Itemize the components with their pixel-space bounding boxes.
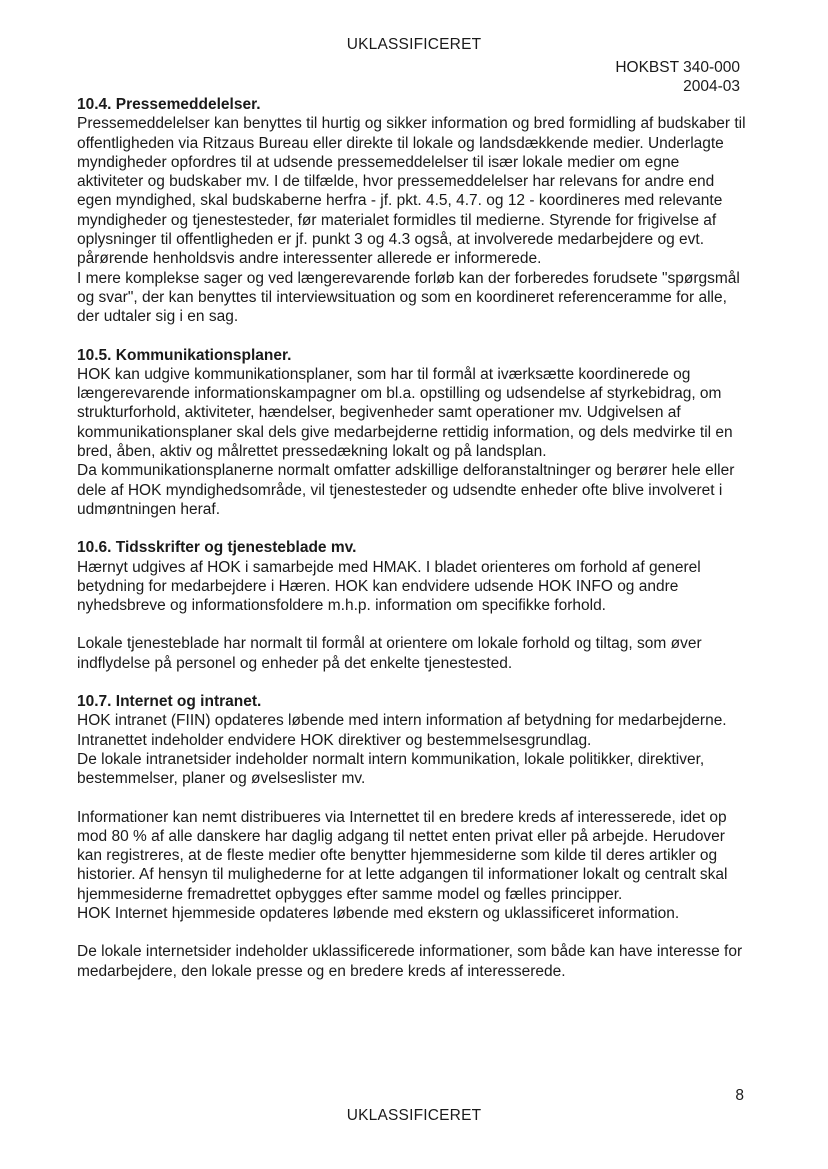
paragraph: HOK Internet hjemmeside opdateres løbende med ekstern og uklassificeret information.: [77, 904, 680, 922]
section-kommunikationsplaner: [77, 346, 747, 520]
classification-header: UKLASSIFICERET: [346, 36, 482, 53]
paragraph: De lokale intranetsider indeholder normalt intern kommunikation, lokale politikker, direktiver, bestemmelser, planer og øvelseslister mv.: [77, 750, 705, 788]
paragraph: HOK intranet (FIIN) opdateres løbende med intern information af betydning for medarbejderne. Intranettet indeholder endvidere HOK direktiver og bestemmelsesgrundlag.: [77, 712, 727, 749]
paragraph: Da kommunikationsplanerne normalt omfatter adskillige delforanstaltninger og berører hele eller dele af HOK myndighedsområde, vil tjenestesteder og udsendte enheder ofte blive involveret i udmøntningen heraf.: [77, 462, 735, 518]
paragraph: I mere komplekse sager og ved længerevarende forløb kan der forberedes forudsete "spørgsmål og svar", der kan benyttes til interviewsituation og som en koordineret referenceramme for alle, der udtaler sig i en sag.: [77, 269, 740, 326]
document-date: 2004-03: [683, 78, 740, 95]
classification-footer: UKLASSIFICERET: [346, 1107, 482, 1124]
section-heading: 10.5. Kommunikationsplaner.: [77, 346, 292, 364]
section-pressemeddelelser: [77, 95, 747, 327]
document-id: HOKBST 340-000: [615, 59, 740, 76]
paragraph: De lokale internetsider indeholder uklassificerede informationer, som både kan have interesse for medarbejdere, den lokale presse og en bredere kreds af interesserede.: [77, 943, 743, 980]
section-heading: 10.7. Internet og intranet.: [77, 693, 262, 711]
section-internet-intranet: [77, 692, 747, 981]
page-number: 8: [735, 1087, 744, 1104]
section-tidsskrifter: [77, 538, 747, 673]
section-heading: 10.6. Tidsskrifter og tjenesteblade mv.: [77, 539, 357, 557]
paragraph: HOK kan udgive kommunikationsplaner, som har til formål at iværksætte koordinerede og længerevarende informationskampagner om bl.a. opstilling og udsendelse af styrkebidrag, om strukturforhold, aktiviteter, hændelser, begivenheder samt operationer mv. Udgivelsen af kommunikationsplaner skal dels give medarbejderne rettidig information, og dels medvirke til en bred, åben, aktiv og målrettet pressedækning lokalt og på landsplan.: [77, 365, 733, 461]
section-heading: 10.4. Pressemeddelelser.: [77, 96, 261, 113]
paragraph: Hærnyt udgives af HOK i samarbejde med HMAK. I bladet orienteres om forhold af generel betydning for medarbejdere i Hæren. HOK kan endvidere udsende HOK INFO og andre nyhedsbreve og informationsfoldere m.h.p. information om specifikke forhold.: [77, 558, 701, 615]
paragraph: Lokale tjenesteblade har normalt til formål at orientere om lokale forhold og tiltag, som øver indflydelse på personel og enheder på det enkelte tjenestested.: [77, 635, 702, 672]
document-reference: [615, 58, 740, 96]
document-body: [77, 95, 747, 1000]
paragraph: Informationer kan nemt distribueres via Internettet til en bredere kreds af interesserede, idet op mod 80 % af alle danskere har daglig adgang til nettet enten privat eller på arbejde. Herudover kan registreres, at de fleste medier ofte benytter hjemmesiderne som kilde til deres artikler og historier. Af hensyn til mulighederne for at lette adgangen til informationer lokalt og centralt skal hjemmesiderne fremadrettet opbygges efter samme model og fælles principper.: [77, 808, 728, 903]
paragraph: Pressemeddelelser kan benyttes til hurtig og sikker information og bred formidling af budskaber til offentligheden via Ritzaus Bureau eller direkte til lokale og landsdækkende medier. Underlagte myndigheder opfordres til at udsende pressemeddelelser til især lokale medier om egne aktiviteter og budskaber mv. I de tilfælde, hvor pressemeddelelser har relevans for andre end egen myndighed, skal budskaberne herfra - jf. pkt. 4.5, 4.7. og 12 - koordineres med relevante myndigheder og tjenestesteder, før materialet formidles til medierne. Styrende for frigivelse af oplysninger til offentligheden er jf. punkt 3 og 4.3 også, at involverede medarbejdere og evt. pårørende henholdsvis andre interessenter allerede er informerede.: [77, 115, 746, 268]
